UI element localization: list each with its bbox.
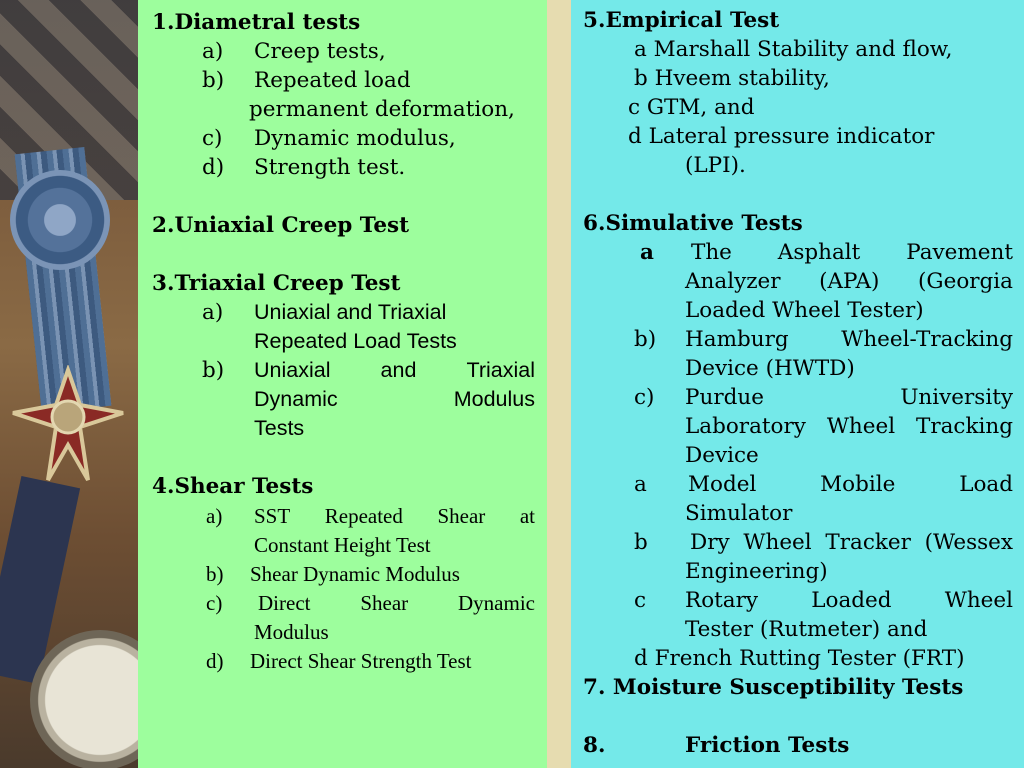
list-marker: b) bbox=[634, 327, 657, 352]
list-item: Constant Height Test bbox=[254, 533, 431, 557]
list-marker: c) bbox=[634, 385, 655, 410]
list-item: Direct Shear Strength Test bbox=[250, 649, 472, 673]
list-marker: b) bbox=[202, 68, 225, 93]
list-item: Dry Wheel Tracker (Wessex bbox=[690, 530, 1013, 555]
list-item: Model Mobile Load bbox=[688, 472, 1013, 497]
list-item: Creep tests, bbox=[254, 39, 386, 64]
section-title: 5.Empirical Test bbox=[583, 8, 780, 33]
list-item: SST Repeated Shear at bbox=[254, 504, 535, 528]
medal-cross bbox=[8, 365, 128, 485]
list-marker: a bbox=[640, 240, 654, 265]
list-item: Repeated load bbox=[254, 68, 411, 93]
list-marker: a) bbox=[202, 300, 224, 325]
list-item: Shear Dynamic Modulus bbox=[250, 562, 460, 586]
section-title: 2.Uniaxial Creep Test bbox=[152, 213, 410, 238]
list-item: Tester (Rutmeter) and bbox=[685, 617, 928, 642]
list-item: Direct Shear Dynamic bbox=[258, 591, 535, 615]
list-item: Modulus bbox=[254, 620, 329, 644]
list-item: Laboratory Wheel Tracking bbox=[685, 414, 1013, 439]
list-item: Engineering) bbox=[685, 559, 828, 584]
section-title: 3.Triaxial Creep Test bbox=[152, 271, 401, 296]
list-marker: c) bbox=[202, 126, 223, 151]
list-marker: a) bbox=[202, 39, 224, 64]
list-item: Uniaxial and Triaxial bbox=[254, 300, 447, 324]
list-marker: a bbox=[634, 472, 647, 497]
list-item: (LPI). bbox=[685, 153, 746, 178]
list-item: Rotary Loaded Wheel bbox=[685, 588, 1013, 613]
left-panel bbox=[138, 0, 547, 768]
list-marker: b) bbox=[202, 358, 225, 383]
list-marker: d) bbox=[202, 155, 225, 180]
list-item: Analyzer (APA) (Georgia bbox=[685, 269, 1013, 294]
ribbon-rosette bbox=[10, 170, 110, 270]
list-item: Hamburg Wheel-Tracking bbox=[685, 327, 1013, 352]
list-marker: b) bbox=[206, 562, 224, 586]
list-item: Purdue University bbox=[685, 385, 1013, 410]
list-marker: b bbox=[634, 530, 648, 555]
section-title: 6.Simulative Tests bbox=[583, 211, 803, 236]
list-item: Simulator bbox=[685, 501, 793, 526]
compass bbox=[30, 630, 138, 768]
list-item: Loaded Wheel Tester) bbox=[685, 298, 924, 323]
section-number: 8. bbox=[583, 733, 606, 758]
list-marker: a) bbox=[206, 504, 223, 528]
list-item: Repeated Load Tests bbox=[254, 329, 457, 353]
list-item: c GTM, and bbox=[628, 95, 755, 120]
list-item: b Hveem stability, bbox=[634, 66, 830, 91]
panel-divider bbox=[547, 0, 571, 768]
list-item: Device (HWTD) bbox=[685, 356, 855, 381]
list-item: Uniaxial and Triaxial bbox=[254, 358, 535, 382]
list-item: Dynamic Modulus bbox=[254, 387, 535, 411]
list-item: d French Rutting Tester (FRT) bbox=[634, 646, 965, 671]
list-marker: d) bbox=[206, 649, 224, 673]
list-item: Strength test. bbox=[254, 155, 406, 180]
medal-photo bbox=[0, 0, 138, 768]
list-marker: c) bbox=[206, 591, 223, 615]
list-item: The Asphalt Pavement bbox=[691, 240, 1013, 265]
right-panel bbox=[571, 0, 1024, 768]
list-item: Device bbox=[685, 443, 759, 468]
list-item: Tests bbox=[254, 416, 305, 440]
list-item: permanent deformation, bbox=[249, 97, 515, 122]
section-title: 7. Moisture Susceptibility Tests bbox=[583, 675, 964, 700]
list-item: Dynamic modulus, bbox=[254, 126, 456, 151]
list-item: d Lateral pressure indicator bbox=[628, 124, 935, 149]
section-title: 4.Shear Tests bbox=[152, 474, 314, 499]
list-item: a Marshall Stability and flow, bbox=[634, 37, 953, 62]
section-title: Friction Tests bbox=[685, 733, 850, 758]
section-title: 1.Diametral tests bbox=[152, 10, 361, 35]
list-marker: c bbox=[634, 588, 647, 613]
